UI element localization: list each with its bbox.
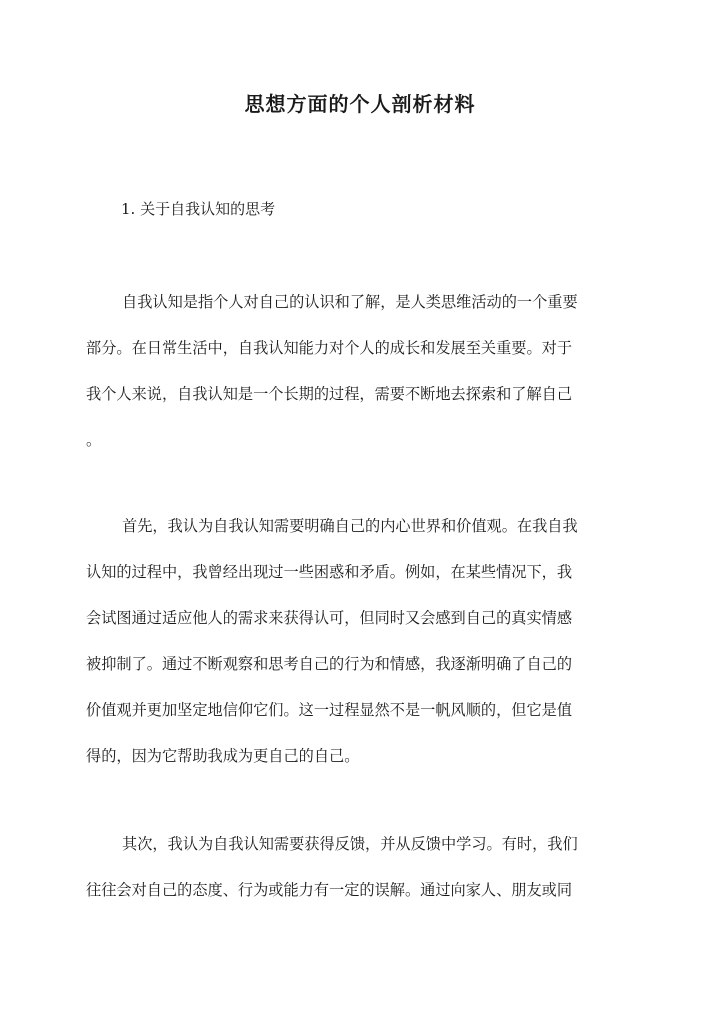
paragraph-line: 得的，因为它帮助我成为更自己的自己。: [86, 747, 360, 765]
paragraph-line: 被抑制了。通过不断观察和思考自己的行为和情感，我逐渐明确了自己的: [86, 655, 572, 673]
paragraph-line: 。: [86, 431, 102, 449]
paragraph-line: 会试图通过适应他人的需求来获得认可，但同时又会感到自己的真实情感: [86, 609, 572, 627]
paragraph-line: 部分。在日常生活中，自我认知能力对个人的成长和发展至关重要。对于: [86, 339, 572, 357]
paragraph-line: 其次，我认为自我认知需要获得反馈，并从反馈中学习。有时，我们: [122, 835, 578, 853]
document-title: 思想方面的个人剖析材料: [244, 92, 476, 116]
paragraph-line: 往往会对自己的态度、行为或能力有一定的误解。通过向家人、朋友或同: [86, 881, 572, 899]
paragraph-line: 价值观并更加坚定地信仰它们。这一过程显然不是一帆风顺的，但它是值: [86, 701, 572, 719]
paragraph-second-point: [86, 834, 636, 926]
paragraph-line: 认知的过程中，我曾经出现过一些困惑和矛盾。例如，在某些情况下，我: [86, 563, 572, 581]
paragraph-line: 自我认知是指个人对自己的认识和了解，是人类思维活动的一个重要: [122, 293, 578, 311]
section-heading: 1. 关于自我认知的思考: [121, 200, 276, 218]
paragraph-line: 我个人来说，自我认知是一个长期的过程，需要不断地去探索和了解自己: [86, 385, 572, 403]
paragraph-line: 首先，我认为自我认知需要明确自己的内心世界和价值观。在我自我: [122, 517, 578, 535]
paragraph-first-point: [86, 516, 636, 792]
paragraph-self-awareness: [86, 292, 636, 476]
